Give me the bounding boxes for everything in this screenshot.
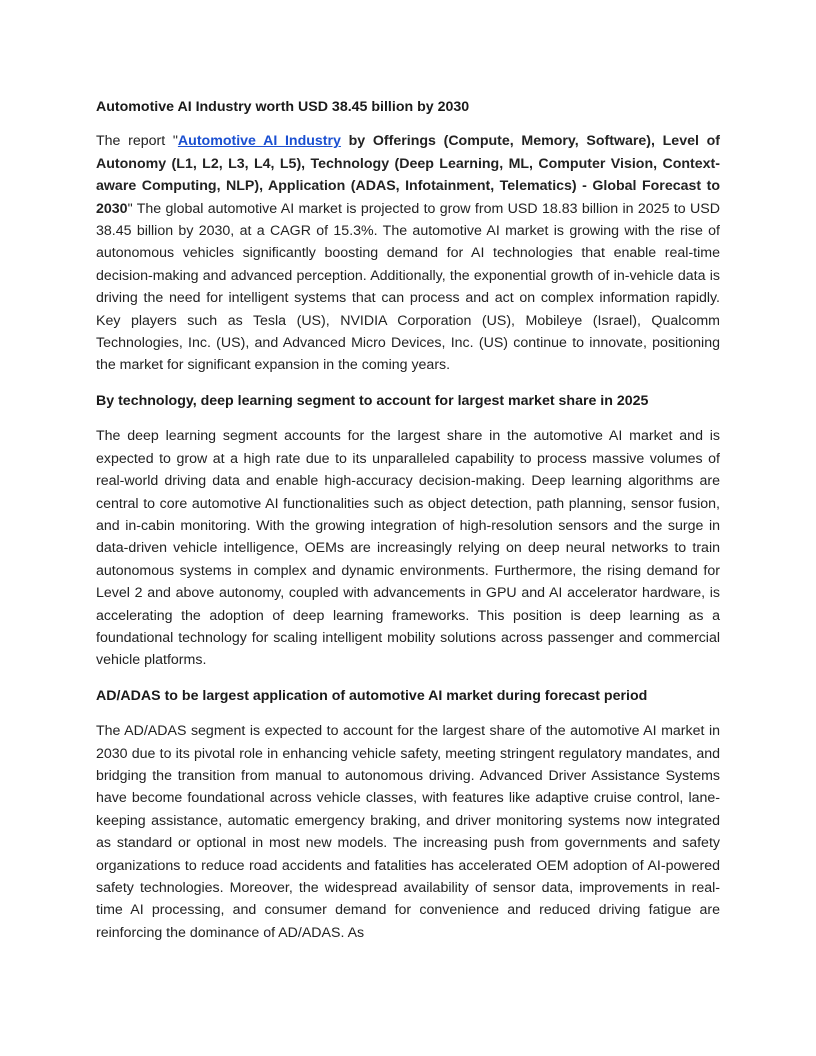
intro-prefix: The report " bbox=[96, 133, 178, 150]
document-title: Automotive AI Industry worth USD 38.45 billion by 2030 bbox=[96, 99, 470, 115]
section-body-technology: The deep learning segment accounts for the largest share in the automotive AI market and is expected to grow at a high rate due to its unparalleled capability to process massive volumes of real-world driving data and enable high-accuracy decision-making. Deep learning algorithms are central to core automotive AI functionalities such as object detection, path planning, sensor fusion, and in-cabin monitoring. With the growing integration of high-resolution sensors and the surge in data-driven vehicle intelligence, OEMs are increasingly relying on deep neural networks to train autonomous systems in complex and dynamic environments. Furthermore, the rising demand for Level 2 and above autonomy, coupled with advancements in GPU and AI accelerator hardware, is accelerating the adoption of deep learning frameworks. This position is deep learning as a foundational technology for scaling intelligent mobility solutions across passenger and commercial vehicle platforms. bbox=[96, 428, 720, 669]
intro-paragraph bbox=[96, 130, 720, 376]
section-heading-application: AD/ADAS to be largest application of automotive AI market during forecast period bbox=[96, 687, 648, 704]
section-body-application: The AD/ADAS segment is expected to account for the largest share of the automotive AI market in 2030 due to its pivotal role in enhancing vehicle safety, meeting stringent regulatory mandates, and bridging the transition from manual to autonomous driving. Advanced Driver Assistance Systems have become foundational across vehicle classes, with features like adaptive cruise control, lane-keeping assistance, automatic emergency braking, and driver monitoring systems now integrated as standard or optional in most new models. The increasing push from governments and safety organizations to reduce road accidents and fatalities has accelerated OEM adoption of AI-powered safety technologies. Moreover, the widespread availability of sensor data, improvements in real-time AI processing, and consumer demand for convenience and reduced driving fatigue are reinforcing the dominance of AD/ADAS. As bbox=[96, 723, 720, 941]
section-heading-technology: By technology, deep learning segment to account for largest market share in 2025 bbox=[96, 392, 649, 409]
intro-quote-close: " bbox=[127, 200, 133, 217]
report-link[interactable]: Automotive AI Industry bbox=[177, 133, 341, 150]
intro-body: The global automotive AI market is projected to grow from USD 18.83 billion in 2025 to USD 38.45 billion by 2030, at a CAGR of 15.3%. The automotive AI market is growing with the rise of autonomous vehicles significantly boosting demand for AI technologies that enable real-time decision-making and advanced perception. Additionally, the exponential growth of in-vehicle data is driving the need for intelligent systems that can process and act on complex information rapidly. Key players such as Tesla (US), NVIDIA Corporation (US), Mobileye (Israel), Qualcomm Technologies, Inc. (US), and Advanced Micro Devices, Inc. (US) continue to innovate, positioning the market for significant expansion in the coming years. bbox=[96, 200, 720, 374]
report-name: by Offerings (Compute, Memory, Software), Level of Autonomy (L1, L2, L3, L4, L5), Technology (Deep Learning, ML, Computer Vision, Context-aware Computing, NLP), Application (ADAS, Infotainment, Telematics) - Global Forecast to 2030 bbox=[96, 133, 720, 217]
document-page bbox=[96, 96, 720, 957]
